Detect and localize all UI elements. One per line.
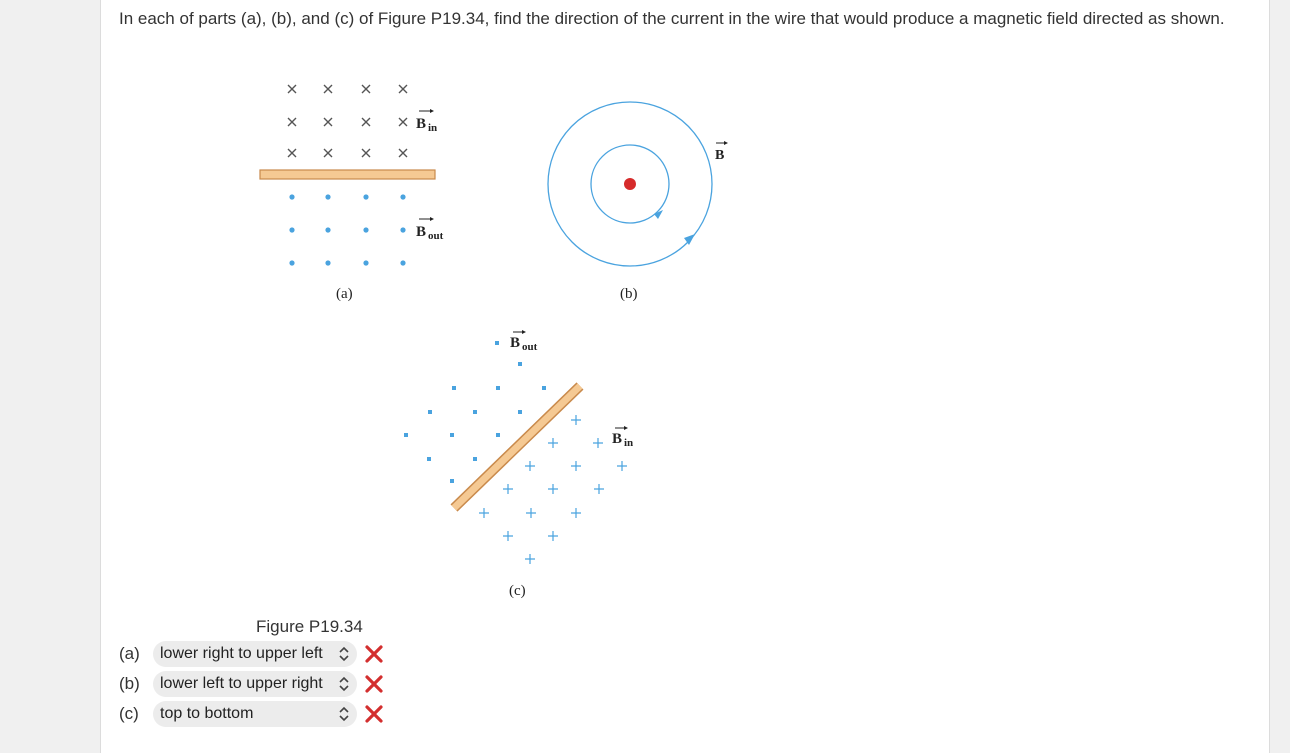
chevron-up-down-icon [337, 644, 351, 664]
question-text: In each of parts (a), (b), and (c) of Figure P19.34, find the direction of the current in the wire that would produce a magnetic field directed as shown. [119, 9, 1225, 28]
into-page-plus-marker [526, 508, 536, 518]
into-page-plus-marker [548, 531, 558, 541]
part-a-b-out-label [416, 217, 444, 242]
answer-value-a: lower right to upper left [160, 645, 323, 662]
out-of-page-dot-marker [325, 194, 330, 199]
x-mark-icon [363, 703, 385, 725]
answer-label-b: (b) [119, 674, 140, 693]
into-page-x-marker [362, 85, 370, 93]
out-of-page-square-marker [473, 457, 477, 461]
into-page-plus-marker [525, 461, 535, 471]
answer-value-c: top to bottom [160, 705, 254, 722]
part-a-wire [260, 170, 435, 179]
out-of-page-square-marker [427, 457, 431, 461]
into-page-plus-marker [503, 484, 513, 494]
x-mark-icon [363, 673, 385, 695]
into-page-x-marker [399, 149, 407, 157]
answer-label-c: (c) [119, 704, 139, 723]
out-of-page-dot-marker [363, 194, 368, 199]
out-of-page-dot-marker [325, 227, 330, 232]
answer-select-a[interactable] [153, 641, 357, 667]
into-page-x-marker [324, 118, 332, 126]
part-a-b-in-label [416, 109, 437, 134]
answer-row-c [119, 701, 385, 727]
into-page-x-marker [362, 118, 370, 126]
out-of-page-dot-marker [289, 260, 294, 265]
out-of-page-dot-marker [400, 227, 405, 232]
svg-text:out: out [522, 341, 538, 353]
part-b-b-label [715, 141, 728, 163]
into-page-x-marker [399, 118, 407, 126]
into-page-x-marker [288, 149, 296, 157]
out-of-page-dot-marker [289, 194, 294, 199]
into-page-x-marker [324, 149, 332, 157]
into-page-plus-marker [594, 484, 604, 494]
answer-label-a: (a) [119, 644, 140, 663]
into-page-x-marker [288, 118, 296, 126]
out-of-page-dot-marker [363, 260, 368, 265]
out-of-page-square-marker [496, 433, 500, 437]
svg-text:in: in [428, 122, 438, 134]
part-a-out-of-page-markers [289, 194, 405, 265]
answer-row-a [119, 641, 385, 667]
into-page-plus-marker [548, 438, 558, 448]
part-b-label: (b) [620, 286, 638, 302]
out-of-page-square-marker [496, 386, 500, 390]
svg-text:B: B [612, 431, 623, 447]
out-of-page-square-marker [542, 386, 546, 390]
part-a-into-page-markers [288, 85, 407, 157]
out-of-page-dot-marker [400, 194, 405, 199]
part-c-out-of-page-markers [404, 362, 546, 483]
svg-text:in: in [624, 437, 634, 449]
answer-value-b: lower left to upper right [160, 675, 323, 692]
chevron-up-down-icon [337, 704, 351, 724]
out-of-page-square-marker [452, 386, 456, 390]
part-c-wire [454, 386, 580, 508]
into-page-x-marker [362, 149, 370, 157]
into-page-plus-marker [571, 415, 581, 425]
out-of-page-square-marker [518, 410, 522, 414]
part-c-into-page-markers [479, 415, 627, 564]
into-page-plus-marker [525, 554, 535, 564]
part-a-label: (a) [336, 286, 353, 302]
into-page-x-marker [399, 85, 407, 93]
out-of-page-square-marker [428, 410, 432, 414]
answer-select-c[interactable] [153, 701, 357, 727]
svg-text:B: B [416, 116, 427, 132]
part-b-wire-dot [624, 178, 636, 190]
part-c-label: (c) [509, 583, 526, 599]
into-page-plus-marker [503, 531, 513, 541]
into-page-x-marker [288, 85, 296, 93]
into-page-plus-marker [571, 508, 581, 518]
part-c-b-out-label [495, 330, 538, 353]
out-of-page-square-marker [404, 433, 408, 437]
out-of-page-square-marker [473, 410, 477, 414]
out-of-page-dot-marker [289, 227, 294, 232]
figure-caption: Figure P19.34 [256, 617, 363, 636]
into-page-plus-marker [548, 484, 558, 494]
into-page-x-marker [324, 85, 332, 93]
out-of-page-dot-marker [400, 260, 405, 265]
answer-row-b [119, 671, 385, 697]
svg-text:B: B [510, 335, 521, 351]
svg-text:B: B [416, 224, 427, 240]
into-page-plus-marker [571, 461, 581, 471]
x-mark-icon [363, 643, 385, 665]
out-of-page-square-marker [518, 362, 522, 366]
svg-text:B: B [715, 148, 725, 163]
out-of-page-dot-marker [363, 227, 368, 232]
out-of-page-square-marker [450, 433, 454, 437]
part-c-b-in-label [612, 426, 633, 449]
into-page-plus-marker [479, 508, 489, 518]
into-page-plus-marker [593, 438, 603, 448]
out-of-page-square-marker [450, 479, 454, 483]
into-page-plus-marker [617, 461, 627, 471]
chevron-up-down-icon [337, 674, 351, 694]
svg-text:out: out [428, 230, 444, 242]
answer-select-b[interactable] [153, 671, 357, 697]
out-of-page-dot-marker [325, 260, 330, 265]
